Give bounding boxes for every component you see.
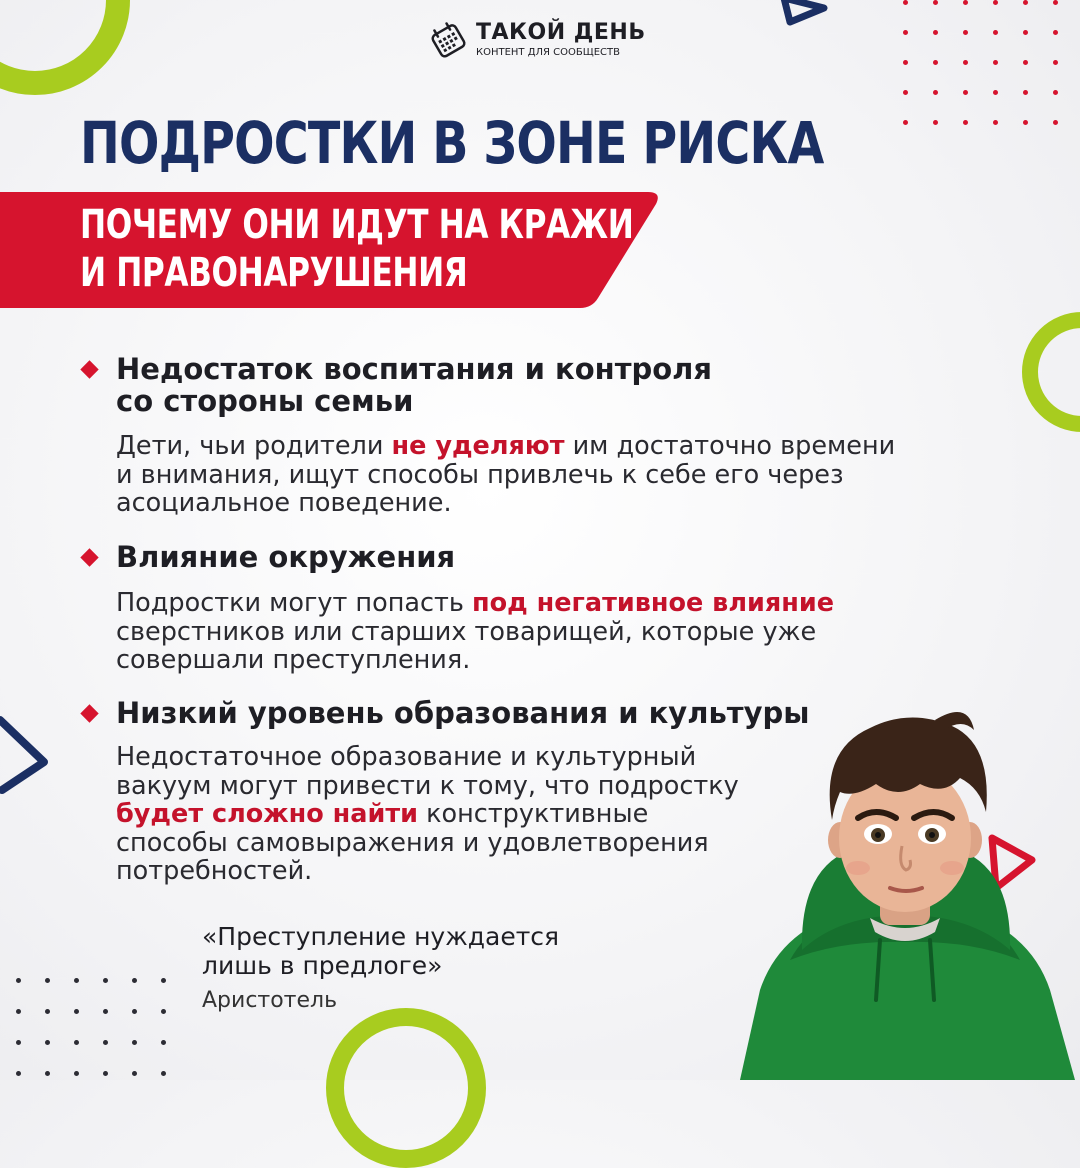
section-2-heading: Влияние окружения [116, 540, 456, 574]
text: им достаточно времени [564, 431, 896, 461]
quote-line-2: лишь в предлоге» [202, 951, 443, 980]
section-1-body-line-2: и внимания, ищут способы привлечь к себе его через [116, 459, 844, 490]
section-1-heading [116, 353, 712, 417]
section-2-body [116, 589, 834, 675]
bullet-icon [80, 360, 98, 378]
section-3-body [116, 743, 739, 886]
decor-dots-top-right [903, 0, 1080, 125]
brand-tagline: КОНТЕНТ ДЛЯ СООБЩЕСТВ [476, 47, 620, 58]
section-2-body-line-3: совершали преступления. [116, 645, 471, 675]
decor-triangle-left [0, 710, 58, 800]
decor-ring-bottom [326, 1008, 486, 1168]
section-3-body-line-2: вакуум могут привести к тому, что подростку [116, 770, 739, 801]
section-1-body-line-3: асоциальное поведение. [116, 488, 452, 518]
section-3-body-line-3 [116, 800, 739, 829]
section-1-body-line-1 [116, 432, 895, 461]
subtitle-line-2: И ПРАВОНАРУШЕНИЯ [80, 250, 468, 296]
text: Дети, чьи родители [116, 431, 392, 461]
brand-name: ТАКОЙ ДЕНЬ [476, 20, 646, 45]
section-1-heading-line-2: со стороны семьи [116, 384, 414, 418]
quote-author: Аристотель [202, 988, 338, 1013]
section-2-body-line-1 [116, 589, 834, 618]
highlight: будет сложно найти [116, 799, 419, 829]
bullet-icon [80, 704, 98, 722]
decor-dots-bottom-left [16, 978, 166, 1076]
subtitle-line-1: ПОЧЕМУ ОНИ ИДУТ НА КРАЖИ [80, 202, 634, 248]
section-1-heading-line-1: Недостаток воспитания и контроля [116, 352, 713, 386]
section-3-body-line-5: потребностей. [116, 856, 313, 886]
section-3-heading: Низкий уровень образования и культуры [116, 696, 810, 730]
section-3-body-line-4: способы самовыражения и удовлетворения [116, 827, 709, 858]
subtitle [80, 201, 633, 297]
section-3-body-line-1: Недостаточное образование и культурный [116, 742, 697, 772]
text: конструктивные [418, 799, 649, 829]
decor-ring-right [1022, 312, 1080, 432]
section-1-body [116, 432, 895, 518]
decor-ring-top-left [0, 0, 130, 95]
quote-text [202, 922, 559, 980]
section-2-body-line-2: сверстников или старших товарищей, которые уже [116, 616, 817, 647]
page-title: ПОДРОСТКИ В ЗОНЕ РИСКА [80, 109, 824, 177]
bullet-icon [80, 548, 98, 566]
brand-logo [428, 20, 646, 60]
quote-line-1: «Преступление нуждается [202, 922, 560, 951]
highlight: не уделяют [391, 431, 565, 461]
decor-triangle-top [778, 0, 832, 30]
boy-illustration [730, 700, 1080, 1080]
calendar-icon [428, 20, 468, 60]
highlight: под негативное влияние [472, 588, 835, 618]
text: Подростки могут попасть [116, 588, 473, 618]
